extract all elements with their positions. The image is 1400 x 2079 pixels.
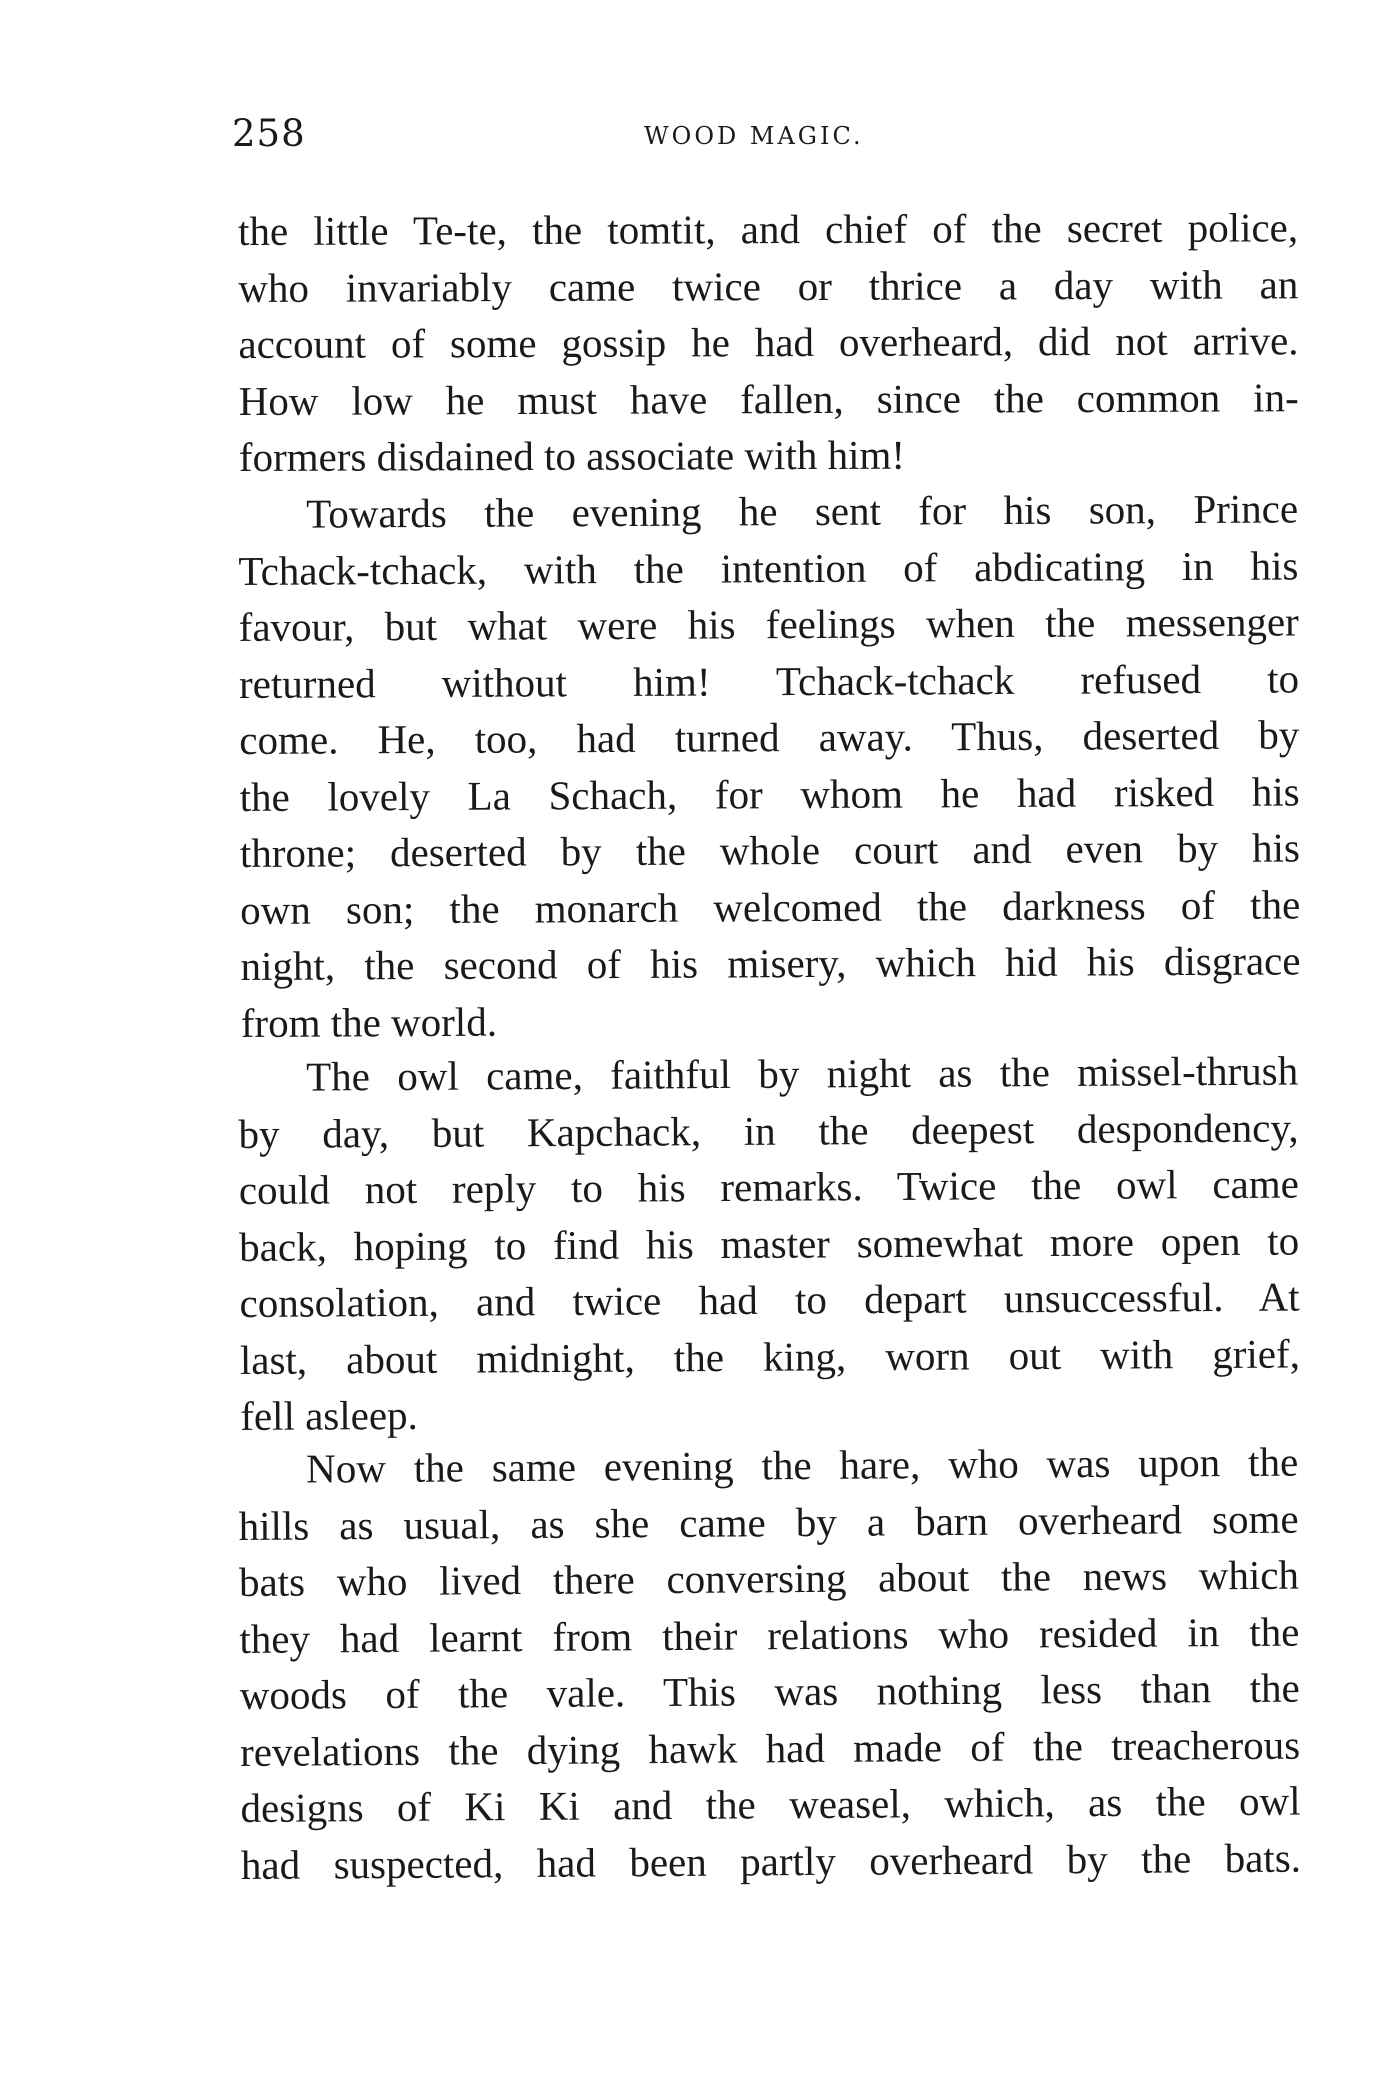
text-line: night, the second of his misery, which hid his disgrace (240, 937, 1301, 989)
running-head (232, 112, 1294, 162)
text-line: Towards the evening he sent for his son, Prince (306, 485, 1299, 537)
text-line: The owl came, faithful by night as the missel-thrush (306, 1047, 1299, 1100)
text-line: favour, but what were his feelings when the messenger (238, 598, 1299, 650)
text-line: How low he must have fallen, since the common in- (238, 373, 1299, 424)
text-line: hills as usual, as she came by a barn overheard some (238, 1495, 1299, 1549)
text-line: last, about midnight, the king, worn out with grief, (239, 1330, 1301, 1383)
text-line: revelations the dying hawk had made of the treacherous (240, 1721, 1301, 1775)
text-line: fell asleep. (240, 1391, 418, 1439)
text-line: consolation, and twice had to depart unsuccessful. At (239, 1273, 1300, 1326)
text-line: the lovely La Schach, for whom he had risked his (239, 767, 1300, 820)
text-line: own son; the monarch welcomed the darkness of the (240, 880, 1301, 933)
text-line: the little Te-te, the tomtit, and chief of the secret police, (238, 204, 1299, 254)
text-line: Now the same evening the hare, who was upon the (306, 1438, 1299, 1492)
text-line: returned without him! Tchack-tchack refused to (238, 654, 1300, 707)
paragraph-2 (238, 480, 1301, 1051)
text-line: had suspected, had been partly overheard by the bats. (240, 1834, 1302, 1888)
paragraph-4 (238, 1434, 1301, 1893)
text-line: from the world. (240, 998, 498, 1046)
text-line: bats who lived there conversing about the news which (238, 1551, 1300, 1605)
text-line: could not reply to his remarks. Twice the owl came (238, 1160, 1299, 1213)
paragraph-1 (238, 199, 1299, 485)
text-line: designs of Ki Ki and the weasel, which, as the owl (240, 1777, 1301, 1831)
text-line: account of some gossip he had overheard, did not arrive. (238, 317, 1299, 367)
text-line: woods of the vale. This was nothing less than the (239, 1664, 1300, 1718)
text-line: they had learnt from their relations who resided in the (239, 1608, 1300, 1662)
text-line: come. He, too, had turned away. Thus, deserted by (239, 711, 1300, 763)
text-line: Tchack-tchack, with the intention of abdicating in his (238, 541, 1299, 594)
text-line: formers disdained to associate with him! (238, 431, 906, 480)
page-number: 258 (232, 112, 306, 155)
text-line: by day, but Kapchack, in the deepest despondency, (238, 1104, 1299, 1157)
running-title: WOOD MAGIC. (644, 122, 864, 150)
text-line: who invariably came twice or thrice a day with an (238, 260, 1299, 311)
text-line: back, hoping to find his master somewhat more open to (239, 1217, 1300, 1270)
text-line: throne; deserted by the whole court and even by his (239, 824, 1301, 876)
paragraph-3 (238, 1043, 1300, 1445)
